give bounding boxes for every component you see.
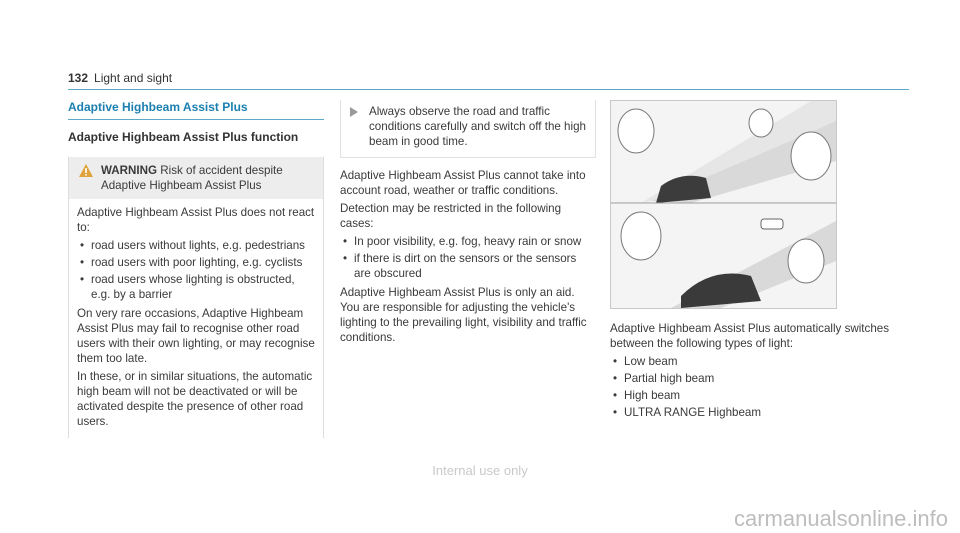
warning-header — [69, 157, 323, 199]
note-box — [340, 100, 596, 158]
list-item: • In poor visibility, e.g. fog, heavy rain or snow — [340, 234, 596, 249]
list-item: • High beam — [610, 388, 910, 403]
warning-intro: Adaptive Highbeam Assist Plus does not react to: — [77, 206, 315, 234]
arrow-right-icon — [350, 107, 358, 117]
column-1 — [68, 100, 324, 438]
column-3 — [610, 100, 910, 424]
paragraph: Adaptive Highbeam Assist Plus automatically switches between the following types of light: — [610, 322, 890, 350]
highbeam-illustration — [610, 100, 837, 309]
note-text: Always observe the road and traffic conditions carefully and switch off the high beam in good time. — [369, 105, 586, 148]
watermark-text: Internal use only — [432, 463, 528, 478]
page-number: 132 — [68, 71, 89, 85]
page-header — [68, 71, 172, 85]
warning-paragraph: On very rare occasions, Adaptive Highbeam Assist Plus may fail to recognise other road users with their own lighting, or may recognise them too late. — [77, 307, 315, 365]
warning-list — [77, 238, 315, 302]
warning-label: WARNING — [101, 164, 158, 177]
subsection-title: Adaptive Highbeam Assist Plus function — [68, 130, 299, 144]
restriction-list — [340, 234, 596, 281]
warning-triangle-icon — [79, 164, 93, 177]
paragraph: Adaptive Highbeam Assist Plus cannot take into account road, weather or traffic conditions. — [340, 169, 586, 197]
section-name: Light and sight — [94, 71, 173, 85]
list-item: • if there is dirt on the sensors or the sensors are obscured — [340, 251, 596, 281]
list-item: • road users with poor lighting, e.g. cyclists — [77, 255, 315, 270]
paragraph: Detection may be restricted in the following cases: — [340, 202, 562, 230]
highbeam-scene-image — [611, 101, 836, 308]
list-item: • road users without lights, e.g. pedestrians — [77, 238, 315, 253]
column-2 — [340, 100, 596, 348]
warning-text: Risk of accident despite Adaptive Highbeam Assist Plus — [101, 164, 283, 192]
list-item: • Partial high beam — [610, 371, 910, 386]
paragraph: Adaptive Highbeam Assist Plus is only an aid. You are responsible for adjusting the vehicle's lighting to the prevailing light, visibility and traffic conditions. — [340, 286, 587, 344]
list-item: • Low beam — [610, 354, 910, 369]
section-title: Adaptive Highbeam Assist Plus — [68, 100, 324, 120]
light-types-list — [610, 354, 910, 420]
warning-body — [69, 199, 323, 429]
warning-box — [68, 157, 324, 438]
warning-paragraph: In these, or in similar situations, the automatic high beam will not be deactivated or will be activated despite the presence of other road users. — [77, 370, 313, 428]
list-item: • ULTRA RANGE Highbeam — [610, 405, 910, 420]
header-rule — [68, 89, 909, 90]
list-item: • road users whose lighting is obstructed, e.g. by a barrier — [77, 272, 315, 302]
site-watermark: carmanualsonline.info — [733, 506, 948, 531]
